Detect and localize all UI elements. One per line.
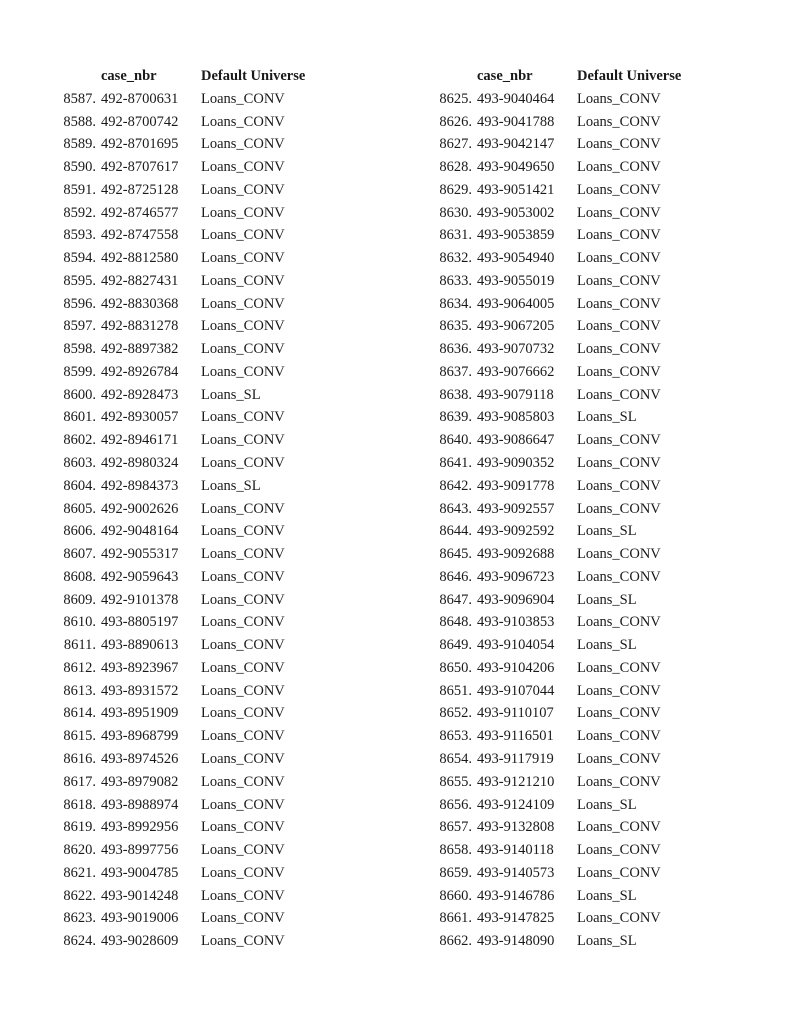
universe-cell: Loans_SL — [577, 637, 637, 654]
universe-cell: Loans_CONV — [577, 819, 661, 836]
universe-cell: Loans_SL — [577, 591, 637, 608]
row-index: 8593. — [63, 227, 96, 244]
universe-cell: Loans_CONV — [577, 455, 661, 472]
case-nbr-cell: 493-9053859 — [477, 227, 555, 244]
universe-cell: Loans_CONV — [577, 705, 661, 722]
case-nbr-cell: 493-9079118 — [477, 386, 554, 403]
universe-cell: Loans_CONV — [577, 250, 661, 267]
universe-cell: Loans_CONV — [201, 250, 285, 267]
case-nbr-cell: 493-8951909 — [101, 705, 179, 722]
universe-cell: Loans_CONV — [201, 181, 285, 198]
case-nbr-cell: 493-9092557 — [477, 500, 555, 517]
case-nbr-cell: 492-8747558 — [101, 227, 179, 244]
row-index: 8612. — [63, 659, 96, 676]
case-nbr-cell: 493-9124109 — [477, 796, 555, 813]
universe-cell: Loans_CONV — [577, 546, 661, 563]
row-index: 8634. — [439, 295, 472, 312]
row-index: 8660. — [439, 887, 472, 904]
row-index: 8658. — [439, 842, 472, 859]
universe-cell: Loans_CONV — [201, 227, 285, 244]
universe-cell: Loans_SL — [577, 887, 637, 904]
row-index: 8604. — [63, 477, 96, 494]
row-index: 8646. — [439, 568, 472, 585]
universe-cell: Loans_CONV — [201, 773, 285, 790]
universe-cell: Loans_CONV — [201, 842, 285, 859]
universe-cell: Loans_CONV — [577, 386, 661, 403]
header-default-universe: Default Universe — [577, 68, 682, 84]
universe-cell: Loans_SL — [577, 409, 637, 426]
case-nbr-cell: 493-9014248 — [101, 887, 179, 904]
row-index: 8623. — [63, 910, 96, 927]
case-nbr-cell: 493-8931572 — [101, 682, 179, 699]
row-index: 8636. — [439, 341, 472, 358]
row-index: 8648. — [439, 614, 472, 631]
case-nbr-cell: 492-9002626 — [101, 500, 179, 517]
case-nbr-cell: 492-8928473 — [101, 386, 179, 403]
case-nbr-cell: 493-9028609 — [101, 933, 179, 950]
case-nbr-cell: 493-8988974 — [101, 796, 179, 813]
case-nbr-cell: 492-8946171 — [101, 432, 179, 449]
case-nbr-cell: 493-9104206 — [477, 659, 555, 676]
universe-cell: Loans_CONV — [201, 500, 285, 517]
row-index: 8606. — [63, 523, 96, 540]
row-index: 8592. — [63, 204, 96, 221]
row-index: 8587. — [63, 90, 96, 107]
universe-cell: Loans_CONV — [201, 523, 285, 540]
case-nbr-cell: 493-9086647 — [477, 432, 555, 449]
row-index: 8637. — [439, 363, 472, 380]
row-index: 8657. — [439, 819, 472, 836]
universe-cell: Loans_CONV — [577, 113, 661, 130]
case-nbr-cell: 493-9019006 — [101, 910, 179, 927]
universe-cell: Loans_CONV — [201, 568, 285, 585]
universe-cell: Loans_CONV — [201, 159, 285, 176]
row-index: 8619. — [63, 819, 96, 836]
case-nbr-cell: 493-9148090 — [477, 933, 555, 950]
case-nbr-cell: 493-9067205 — [477, 318, 555, 335]
universe-cell: Loans_CONV — [577, 910, 661, 927]
row-index: 8654. — [439, 750, 472, 767]
case-nbr-cell: 493-9103853 — [477, 614, 555, 631]
case-nbr-cell: 493-9040464 — [477, 90, 555, 107]
universe-cell: Loans_CONV — [201, 910, 285, 927]
row-index: 8655. — [439, 773, 472, 790]
case-nbr-cell: 493-9049650 — [477, 159, 555, 176]
row-index: 8644. — [439, 523, 472, 540]
universe-cell: Loans_CONV — [201, 295, 285, 312]
case-nbr-cell: 493-9091778 — [477, 477, 555, 494]
universe-cell: Loans_CONV — [201, 682, 285, 699]
header-default-universe: Default Universe — [201, 68, 306, 84]
universe-cell: Loans_CONV — [201, 887, 285, 904]
universe-cell: Loans_CONV — [577, 750, 661, 767]
row-index: 8659. — [439, 864, 472, 881]
row-index: 8609. — [63, 591, 96, 608]
row-index: 8610. — [63, 614, 96, 631]
case-nbr-cell: 492-8827431 — [101, 272, 179, 289]
row-index: 8638. — [439, 386, 472, 403]
universe-cell: Loans_CONV — [201, 409, 285, 426]
universe-cell: Loans_CONV — [201, 136, 285, 153]
case-nbr-cell: 492-8830368 — [101, 295, 179, 312]
universe-cell: Loans_CONV — [577, 227, 661, 244]
header-case-nbr: case_nbr — [477, 68, 533, 84]
case-nbr-cell: 492-8707617 — [101, 159, 179, 176]
case-nbr-cell: 493-9096723 — [477, 568, 555, 585]
case-nbr-cell: 493-8992956 — [101, 819, 179, 836]
case-nbr-cell: 493-9121210 — [477, 773, 555, 790]
case-nbr-cell: 493-9140118 — [477, 842, 554, 859]
row-index: 8624. — [63, 933, 96, 950]
universe-cell: Loans_CONV — [201, 750, 285, 767]
header-case-nbr: case_nbr — [101, 68, 157, 84]
case-nbr-cell: 493-8997756 — [101, 842, 179, 859]
row-index: 8661. — [439, 910, 472, 927]
universe-cell: Loans_CONV — [577, 864, 661, 881]
universe-cell: Loans_CONV — [577, 728, 661, 745]
case-nbr-cell: 493-8805197 — [101, 614, 179, 631]
case-nbr-cell: 493-9055019 — [477, 272, 555, 289]
case-nbr-cell: 493-9104054 — [477, 637, 555, 654]
case-nbr-cell: 492-8926784 — [101, 363, 179, 380]
universe-cell: Loans_CONV — [577, 659, 661, 676]
universe-cell: Loans_CONV — [577, 773, 661, 790]
row-index: 8641. — [439, 455, 472, 472]
universe-cell: Loans_CONV — [577, 432, 661, 449]
universe-cell: Loans_CONV — [201, 341, 285, 358]
case-nbr-cell: 493-9116501 — [477, 728, 554, 745]
case-nbr-cell: 492-9059643 — [101, 568, 179, 585]
row-index: 8608. — [63, 568, 96, 585]
universe-cell: Loans_CONV — [201, 455, 285, 472]
row-index: 8600. — [63, 386, 96, 403]
case-nbr-cell: 492-8984373 — [101, 477, 179, 494]
row-index: 8621. — [63, 864, 96, 881]
universe-cell: Loans_CONV — [201, 659, 285, 676]
row-index: 8605. — [63, 500, 96, 517]
case-nbr-cell: 493-9096904 — [477, 591, 555, 608]
case-nbr-cell: 493-8979082 — [101, 773, 179, 790]
case-nbr-cell: 493-8974526 — [101, 750, 179, 767]
universe-cell: Loans_CONV — [201, 614, 285, 631]
case-nbr-cell: 492-8725128 — [101, 181, 179, 198]
case-nbr-cell: 493-9076662 — [477, 363, 555, 380]
universe-cell: Loans_CONV — [577, 272, 661, 289]
row-index: 8632. — [439, 250, 472, 267]
case-nbr-cell: 493-9090352 — [477, 455, 555, 472]
row-index: 8656. — [439, 796, 472, 813]
case-nbr-cell: 492-8812580 — [101, 250, 179, 267]
case-nbr-cell: 493-9110107 — [477, 705, 554, 722]
universe-cell: Loans_CONV — [201, 272, 285, 289]
row-index: 8613. — [63, 682, 96, 699]
row-index: 8607. — [63, 546, 96, 563]
case-nbr-cell: 493-9042147 — [477, 136, 555, 153]
universe-cell: Loans_CONV — [201, 318, 285, 335]
row-index: 8615. — [63, 728, 96, 745]
universe-cell: Loans_CONV — [201, 933, 285, 950]
case-nbr-cell: 492-9055317 — [101, 546, 179, 563]
row-index: 8598. — [63, 341, 96, 358]
case-nbr-cell: 492-8701695 — [101, 136, 179, 153]
universe-cell: Loans_CONV — [577, 295, 661, 312]
row-index: 8620. — [63, 842, 96, 859]
row-index: 8617. — [63, 773, 96, 790]
row-index: 8628. — [439, 159, 472, 176]
universe-cell: Loans_CONV — [201, 363, 285, 380]
row-index: 8599. — [63, 363, 96, 380]
case-nbr-cell: 493-9092592 — [477, 523, 555, 540]
row-index: 8635. — [439, 318, 472, 335]
case-nbr-cell: 493-9092688 — [477, 546, 555, 563]
universe-cell: Loans_CONV — [577, 341, 661, 358]
row-index: 8614. — [63, 705, 96, 722]
case-nbr-cell: 492-8980324 — [101, 455, 179, 472]
universe-cell: Loans_CONV — [201, 546, 285, 563]
universe-cell: Loans_CONV — [577, 477, 661, 494]
case-nbr-cell: 493-9140573 — [477, 864, 555, 881]
row-index: 8642. — [439, 477, 472, 494]
row-index: 8643. — [439, 500, 472, 517]
universe-cell: Loans_CONV — [577, 363, 661, 380]
case-nbr-cell: 493-9064005 — [477, 295, 555, 312]
case-nbr-cell: 493-9041788 — [477, 113, 555, 130]
universe-cell: Loans_CONV — [201, 796, 285, 813]
row-index: 8652. — [439, 705, 472, 722]
row-index: 8633. — [439, 272, 472, 289]
case-nbr-cell: 492-8746577 — [101, 204, 179, 221]
universe-cell: Loans_CONV — [201, 113, 285, 130]
row-index: 8645. — [439, 546, 472, 563]
case-nbr-cell: 492-8831278 — [101, 318, 179, 335]
case-nbr-cell: 493-9004785 — [101, 864, 179, 881]
row-index: 8596. — [63, 295, 96, 312]
row-index: 8589. — [63, 136, 96, 153]
row-index: 8594. — [63, 250, 96, 267]
row-index: 8618. — [63, 796, 96, 813]
row-index: 8650. — [439, 659, 472, 676]
row-index: 8597. — [63, 318, 96, 335]
case-nbr-cell: 493-8923967 — [101, 659, 179, 676]
case-nbr-cell: 492-8700631 — [101, 90, 179, 107]
universe-cell: Loans_CONV — [201, 705, 285, 722]
row-index: 8649. — [439, 637, 472, 654]
universe-cell: Loans_CONV — [201, 432, 285, 449]
case-nbr-cell: 493-9054940 — [477, 250, 555, 267]
universe-cell: Loans_CONV — [577, 568, 661, 585]
row-index: 8603. — [63, 455, 96, 472]
case-nbr-cell: 493-9132808 — [477, 819, 555, 836]
universe-cell: Loans_CONV — [577, 842, 661, 859]
row-index: 8629. — [439, 181, 472, 198]
row-index: 8653. — [439, 728, 472, 745]
row-index: 8640. — [439, 432, 472, 449]
case-nbr-cell: 492-9048164 — [101, 523, 179, 540]
row-index: 8602. — [63, 432, 96, 449]
row-index: 8625. — [439, 90, 472, 107]
row-index: 8627. — [439, 136, 472, 153]
row-index: 8616. — [63, 750, 96, 767]
universe-cell: Loans_CONV — [577, 318, 661, 335]
universe-cell: Loans_CONV — [577, 181, 661, 198]
universe-cell: Loans_CONV — [577, 204, 661, 221]
row-index: 8591. — [63, 181, 96, 198]
universe-cell: Loans_CONV — [577, 136, 661, 153]
universe-cell: Loans_CONV — [201, 819, 285, 836]
universe-cell: Loans_CONV — [201, 728, 285, 745]
row-index: 8651. — [439, 682, 472, 699]
case-nbr-cell: 492-8930057 — [101, 409, 179, 426]
case-nbr-cell: 493-9107044 — [477, 682, 555, 699]
case-nbr-cell: 493-9146786 — [477, 887, 555, 904]
universe-cell: Loans_CONV — [577, 500, 661, 517]
universe-cell: Loans_SL — [201, 477, 261, 494]
case-nbr-cell: 493-9070732 — [477, 341, 555, 358]
row-index: 8631. — [439, 227, 472, 244]
universe-cell: Loans_CONV — [201, 591, 285, 608]
case-nbr-cell: 493-8890613 — [101, 637, 179, 654]
row-index: 8590. — [63, 159, 96, 176]
case-nbr-cell: 493-9117919 — [477, 750, 554, 767]
universe-cell: Loans_CONV — [201, 90, 285, 107]
row-index: 8647. — [439, 591, 472, 608]
universe-cell: Loans_SL — [577, 523, 637, 540]
case-nbr-cell: 492-8897382 — [101, 341, 179, 358]
row-index: 8588. — [63, 113, 96, 130]
row-index: 8662. — [439, 933, 472, 950]
case-nbr-cell: 492-9101378 — [101, 591, 179, 608]
row-index: 8626. — [439, 113, 472, 130]
row-index: 8595. — [63, 272, 96, 289]
universe-cell: Loans_SL — [577, 796, 637, 813]
row-index: 8601. — [63, 409, 96, 426]
universe-cell: Loans_CONV — [577, 159, 661, 176]
universe-cell: Loans_CONV — [577, 614, 661, 631]
row-index: 8611. — [63, 637, 96, 654]
universe-cell: Loans_CONV — [201, 637, 285, 654]
case-nbr-cell: 493-9085803 — [477, 409, 555, 426]
case-nbr-cell: 493-9053002 — [477, 204, 555, 221]
case-nbr-cell: 493-9051421 — [477, 181, 555, 198]
row-index: 8622. — [63, 887, 96, 904]
universe-cell: Loans_SL — [577, 933, 637, 950]
row-index: 8630. — [439, 204, 472, 221]
case-nbr-cell: 493-9147825 — [477, 910, 555, 927]
universe-cell: Loans_CONV — [201, 864, 285, 881]
universe-cell: Loans_CONV — [201, 204, 285, 221]
universe-cell: Loans_CONV — [577, 90, 661, 107]
universe-cell: Loans_CONV — [577, 682, 661, 699]
universe-cell: Loans_SL — [201, 386, 261, 403]
case-nbr-cell: 492-8700742 — [101, 113, 179, 130]
row-index: 8639. — [439, 409, 472, 426]
case-nbr-cell: 493-8968799 — [101, 728, 179, 745]
